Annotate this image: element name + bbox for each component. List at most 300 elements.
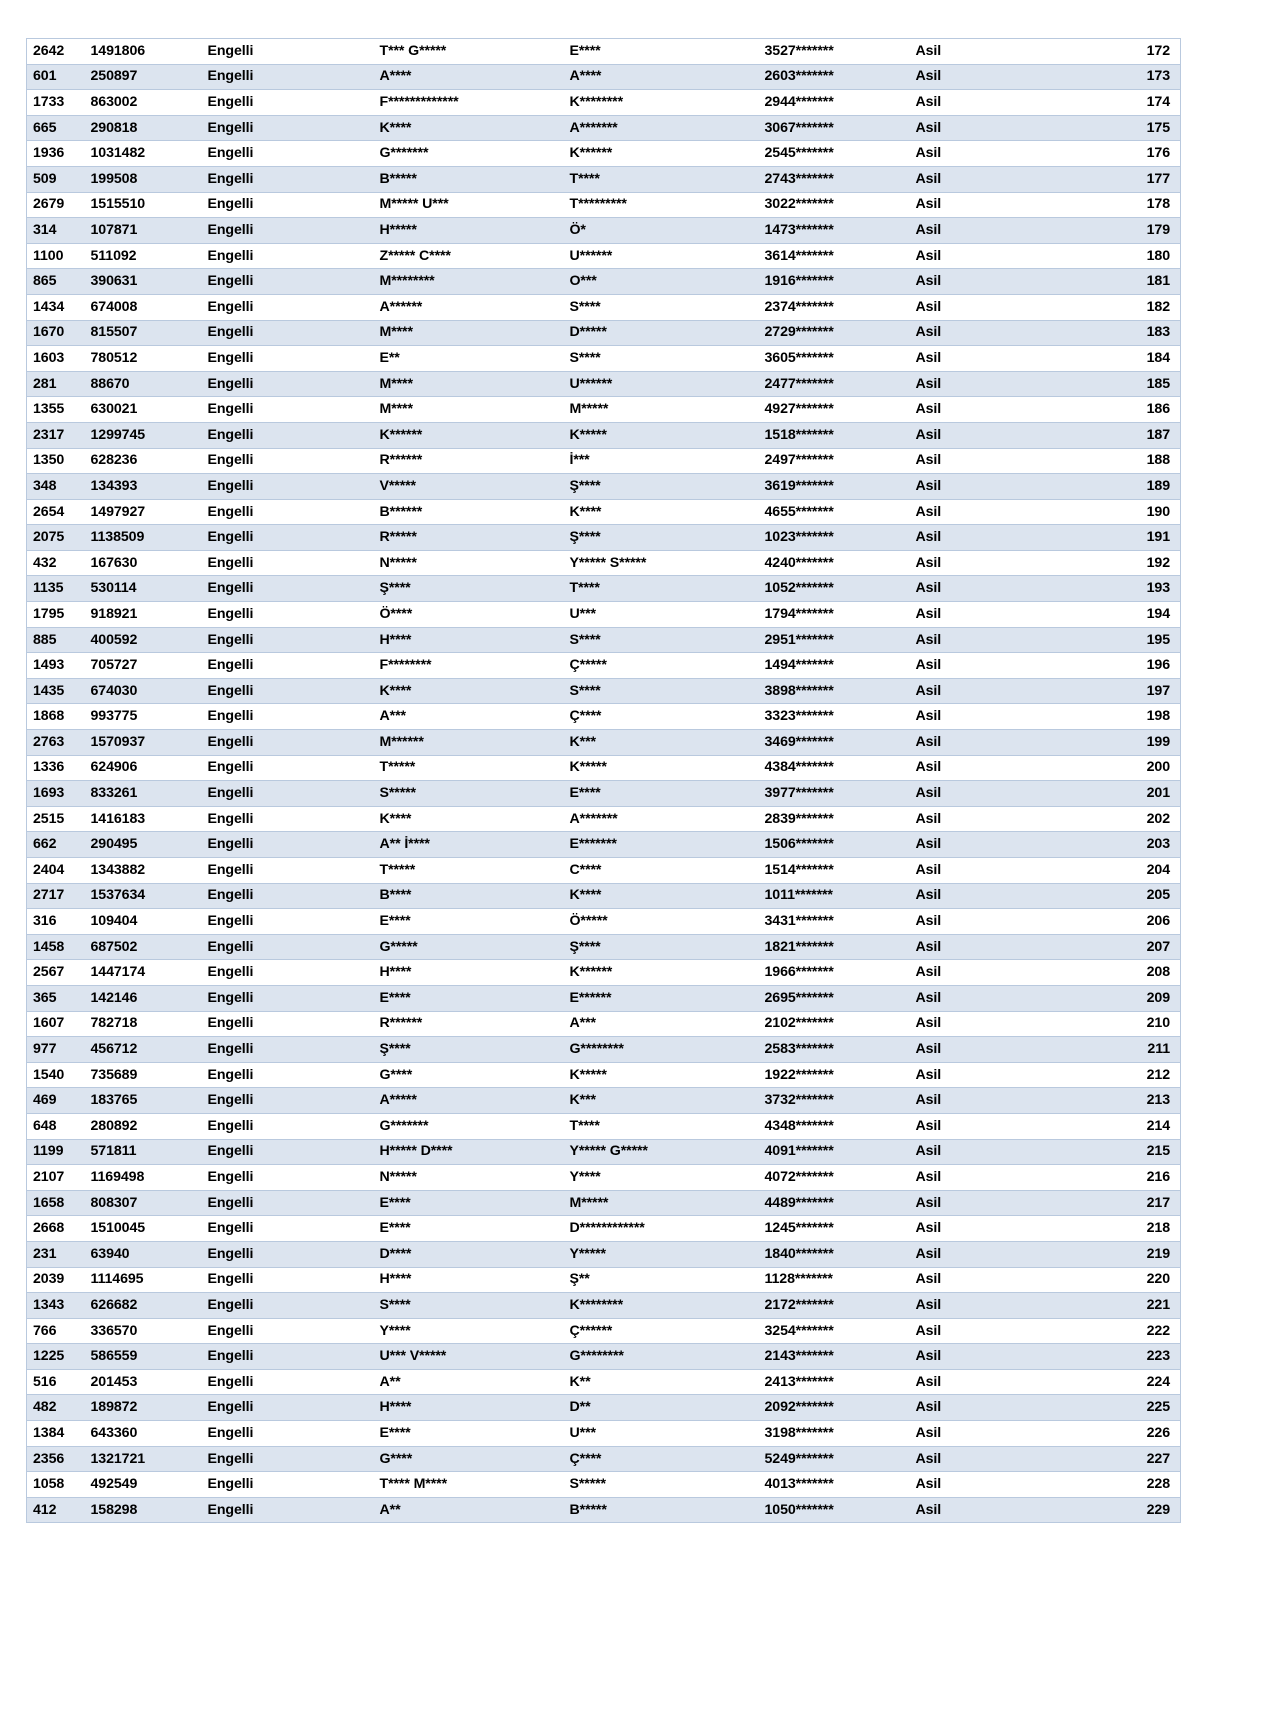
soyad-column-cell: Y***** (567, 1241, 762, 1267)
table-row[interactable] (27, 806, 1181, 832)
ad-column-cell: E**** (377, 1216, 567, 1242)
table-row[interactable] (27, 1011, 1181, 1037)
soyad-column-cell: T**** (567, 1113, 762, 1139)
soyad-column-cell: G******** (567, 1344, 762, 1370)
telefon-column-cell: 2839******* (762, 806, 912, 832)
table-row[interactable] (27, 909, 1181, 935)
sira-no-column-cell: 1434 (27, 294, 87, 320)
ad-column-cell: M***** U*** (377, 192, 567, 218)
table-row[interactable] (27, 1421, 1181, 1447)
tip-column-cell: Asil (912, 1421, 1052, 1447)
table-row[interactable] (27, 781, 1181, 807)
table-row[interactable] (27, 166, 1181, 192)
table-row[interactable] (27, 243, 1181, 269)
table-row[interactable] (27, 1139, 1181, 1165)
ad-column-cell: Ş**** (377, 1037, 567, 1063)
table-row[interactable] (27, 192, 1181, 218)
tip-column-cell: Asil (912, 730, 1052, 756)
sira-no-column-cell: 1435 (27, 678, 87, 704)
kimlik-no-column-cell: 1416183 (87, 806, 202, 832)
sira-no-column-cell: 2567 (27, 960, 87, 986)
table-row[interactable] (27, 1344, 1181, 1370)
durum-column-cell: Engelli (202, 1472, 377, 1498)
tip-column-cell: Asil (912, 320, 1052, 346)
kimlik-no-column-cell: 863002 (87, 90, 202, 116)
table-row[interactable] (27, 678, 1181, 704)
durum-column-cell: Engelli (202, 653, 377, 679)
table-row[interactable] (27, 269, 1181, 295)
kimlik-no-column-cell: 199508 (87, 166, 202, 192)
tip-column-cell: Asil (912, 576, 1052, 602)
durum-column-cell: Engelli (202, 397, 377, 423)
kimlik-no-column-cell: 1343882 (87, 858, 202, 884)
soyad-column-cell: Y***** S***** (567, 550, 762, 576)
kimlik-no-column-cell: 183765 (87, 1088, 202, 1114)
kimlik-no-column-cell: 1031482 (87, 141, 202, 167)
siralama-column-cell: 183 (1052, 320, 1181, 346)
tip-column-cell: Asil (912, 1088, 1052, 1114)
telefon-column-cell: 2477******* (762, 371, 912, 397)
kimlik-no-column-cell: 290818 (87, 115, 202, 141)
siralama-column-cell: 203 (1052, 832, 1181, 858)
ad-column-cell: E**** (377, 909, 567, 935)
kimlik-no-column-cell: 628236 (87, 448, 202, 474)
telefon-column-cell: 1494******* (762, 653, 912, 679)
table-row[interactable] (27, 1062, 1181, 1088)
kimlik-no-column-cell: 107871 (87, 218, 202, 244)
table-row[interactable] (27, 883, 1181, 909)
siralama-column-cell: 194 (1052, 602, 1181, 628)
kimlik-no-column-cell: 808307 (87, 1190, 202, 1216)
table-row[interactable] (27, 294, 1181, 320)
soyad-column-cell: G******** (567, 1037, 762, 1063)
sira-no-column-cell: 1607 (27, 1011, 87, 1037)
siralama-column-cell: 176 (1052, 141, 1181, 167)
siralama-column-cell: 208 (1052, 960, 1181, 986)
durum-column-cell: Engelli (202, 1037, 377, 1063)
kimlik-no-column-cell: 1497927 (87, 499, 202, 525)
durum-column-cell: Engelli (202, 627, 377, 653)
table-row[interactable] (27, 576, 1181, 602)
table-row[interactable] (27, 64, 1181, 90)
durum-column-cell: Engelli (202, 499, 377, 525)
sira-no-column-cell: 1336 (27, 755, 87, 781)
siralama-column-cell: 192 (1052, 550, 1181, 576)
telefon-column-cell: 3977******* (762, 781, 912, 807)
ad-column-cell: V***** (377, 474, 567, 500)
sira-no-column-cell: 412 (27, 1497, 87, 1523)
siralama-column-cell: 226 (1052, 1421, 1181, 1447)
soyad-column-cell: K*** (567, 730, 762, 756)
ad-column-cell: F******** (377, 653, 567, 679)
tip-column-cell: Asil (912, 192, 1052, 218)
kimlik-no-column-cell: 586559 (87, 1344, 202, 1370)
ad-column-cell: R***** (377, 525, 567, 551)
table-row[interactable] (27, 320, 1181, 346)
ad-column-cell: M**** (377, 397, 567, 423)
siralama-column-cell: 199 (1052, 730, 1181, 756)
sira-no-column-cell: 2039 (27, 1267, 87, 1293)
sira-no-column-cell: 2763 (27, 730, 87, 756)
durum-column-cell: Engelli (202, 294, 377, 320)
sira-no-column-cell: 662 (27, 832, 87, 858)
soyad-column-cell: Ö* (567, 218, 762, 244)
table-row[interactable] (27, 1369, 1181, 1395)
telefon-column-cell: 1922******* (762, 1062, 912, 1088)
kimlik-no-column-cell: 624906 (87, 755, 202, 781)
tip-column-cell: Asil (912, 294, 1052, 320)
soyad-column-cell: E**** (567, 39, 762, 65)
durum-column-cell: Engelli (202, 704, 377, 730)
telefon-column-cell: 1023******* (762, 525, 912, 551)
telefon-column-cell: 3898******* (762, 678, 912, 704)
tip-column-cell: Asil (912, 1497, 1052, 1523)
siralama-column-cell: 220 (1052, 1267, 1181, 1293)
siralama-column-cell: 207 (1052, 934, 1181, 960)
soyad-column-cell: S**** (567, 294, 762, 320)
table-row[interactable] (27, 985, 1181, 1011)
table-row[interactable] (27, 960, 1181, 986)
siralama-column-cell: 198 (1052, 704, 1181, 730)
table-row[interactable] (27, 755, 1181, 781)
tip-column-cell: Asil (912, 985, 1052, 1011)
kimlik-no-column-cell: 780512 (87, 346, 202, 372)
table-row[interactable] (27, 704, 1181, 730)
siralama-column-cell: 210 (1052, 1011, 1181, 1037)
table-row[interactable] (27, 218, 1181, 244)
soyad-column-cell: O*** (567, 269, 762, 295)
kimlik-no-column-cell: 1515510 (87, 192, 202, 218)
table-row[interactable] (27, 1113, 1181, 1139)
sira-no-column-cell: 1658 (27, 1190, 87, 1216)
sira-no-column-cell: 1540 (27, 1062, 87, 1088)
soyad-column-cell: S**** (567, 678, 762, 704)
telefon-column-cell: 2172******* (762, 1293, 912, 1319)
ad-column-cell: G**** (377, 1446, 567, 1472)
kimlik-no-column-cell: 1537634 (87, 883, 202, 909)
table-row[interactable] (27, 934, 1181, 960)
kimlik-no-column-cell: 290495 (87, 832, 202, 858)
durum-column-cell: Engelli (202, 985, 377, 1011)
tip-column-cell: Asil (912, 422, 1052, 448)
telefon-column-cell: 3022******* (762, 192, 912, 218)
soyad-column-cell: Ş**** (567, 474, 762, 500)
kimlik-no-column-cell: 1138509 (87, 525, 202, 551)
durum-column-cell: Engelli (202, 960, 377, 986)
table-row[interactable] (27, 1472, 1181, 1498)
sira-no-column-cell: 865 (27, 269, 87, 295)
table-row[interactable] (27, 627, 1181, 653)
siralama-column-cell: 180 (1052, 243, 1181, 269)
sira-no-column-cell: 648 (27, 1113, 87, 1139)
table-row[interactable] (27, 422, 1181, 448)
sira-no-column-cell: 1199 (27, 1139, 87, 1165)
table-row[interactable] (27, 371, 1181, 397)
telefon-column-cell: 3198******* (762, 1421, 912, 1447)
ad-column-cell: Ö**** (377, 602, 567, 628)
ad-column-cell: E** (377, 346, 567, 372)
ad-column-cell: S***** (377, 781, 567, 807)
durum-column-cell: Engelli (202, 1395, 377, 1421)
ad-column-cell: A** (377, 1369, 567, 1395)
kimlik-no-column-cell: 815507 (87, 320, 202, 346)
ad-column-cell: Z***** C**** (377, 243, 567, 269)
sira-no-column-cell: 1135 (27, 576, 87, 602)
sira-no-column-cell: 2668 (27, 1216, 87, 1242)
kimlik-no-column-cell: 1299745 (87, 422, 202, 448)
durum-column-cell: Engelli (202, 1190, 377, 1216)
kimlik-no-column-cell: 167630 (87, 550, 202, 576)
sira-no-column-cell: 365 (27, 985, 87, 1011)
tip-column-cell: Asil (912, 39, 1052, 65)
telefon-column-cell: 1050******* (762, 1497, 912, 1523)
kimlik-no-column-cell: 993775 (87, 704, 202, 730)
kimlik-no-column-cell: 1447174 (87, 960, 202, 986)
telefon-column-cell: 1518******* (762, 422, 912, 448)
siralama-column-cell: 225 (1052, 1395, 1181, 1421)
sira-no-column-cell: 1795 (27, 602, 87, 628)
soyad-column-cell: T**** (567, 166, 762, 192)
telefon-column-cell: 1794******* (762, 602, 912, 628)
tip-column-cell: Asil (912, 1472, 1052, 1498)
telefon-column-cell: 3732******* (762, 1088, 912, 1114)
table-row[interactable] (27, 1241, 1181, 1267)
siralama-column-cell: 174 (1052, 90, 1181, 116)
telefon-column-cell: 3067******* (762, 115, 912, 141)
table-row[interactable] (27, 397, 1181, 423)
tip-column-cell: Asil (912, 346, 1052, 372)
tip-column-cell: Asil (912, 525, 1052, 551)
tip-column-cell: Asil (912, 269, 1052, 295)
telefon-column-cell: 2743******* (762, 166, 912, 192)
soyad-column-cell: Ş** (567, 1267, 762, 1293)
siralama-column-cell: 214 (1052, 1113, 1181, 1139)
kimlik-no-column-cell: 918921 (87, 602, 202, 628)
tip-column-cell: Asil (912, 64, 1052, 90)
soyad-column-cell: U****** (567, 243, 762, 269)
kimlik-no-column-cell: 1114695 (87, 1267, 202, 1293)
siralama-column-cell: 219 (1052, 1241, 1181, 1267)
table-row[interactable] (27, 653, 1181, 679)
table-row[interactable] (27, 141, 1181, 167)
table-row[interactable] (27, 1446, 1181, 1472)
sira-no-column-cell: 1868 (27, 704, 87, 730)
soyad-column-cell: İ*** (567, 448, 762, 474)
tip-column-cell: Asil (912, 858, 1052, 884)
table-row[interactable] (27, 832, 1181, 858)
durum-column-cell: Engelli (202, 755, 377, 781)
durum-column-cell: Engelli (202, 858, 377, 884)
telefon-column-cell: 1840******* (762, 1241, 912, 1267)
ad-column-cell: B***** (377, 166, 567, 192)
siralama-column-cell: 177 (1052, 166, 1181, 192)
ad-column-cell: E**** (377, 1421, 567, 1447)
telefon-column-cell: 4927******* (762, 397, 912, 423)
durum-column-cell: Engelli (202, 218, 377, 244)
durum-column-cell: Engelli (202, 1062, 377, 1088)
table-row[interactable] (27, 1037, 1181, 1063)
soyad-column-cell: K***** (567, 422, 762, 448)
soyad-column-cell: D************ (567, 1216, 762, 1242)
kimlik-no-column-cell: 109404 (87, 909, 202, 935)
tip-column-cell: Asil (912, 1062, 1052, 1088)
siralama-column-cell: 184 (1052, 346, 1181, 372)
table-row[interactable] (27, 1318, 1181, 1344)
ad-column-cell: T*** G***** (377, 39, 567, 65)
table-row[interactable] (27, 1190, 1181, 1216)
soyad-column-cell: Ç****** (567, 1318, 762, 1344)
kimlik-no-column-cell: 705727 (87, 653, 202, 679)
telefon-column-cell: 2944******* (762, 90, 912, 116)
table-row[interactable] (27, 602, 1181, 628)
ad-column-cell: A****** (377, 294, 567, 320)
kimlik-no-column-cell: 674030 (87, 678, 202, 704)
durum-column-cell: Engelli (202, 1446, 377, 1472)
telefon-column-cell: 3605******* (762, 346, 912, 372)
kimlik-no-column-cell: 1169498 (87, 1165, 202, 1191)
soyad-column-cell: Ç**** (567, 704, 762, 730)
soyad-column-cell: K***** (567, 1062, 762, 1088)
telefon-column-cell: 4489******* (762, 1190, 912, 1216)
tip-column-cell: Asil (912, 1165, 1052, 1191)
soyad-column-cell: A******* (567, 115, 762, 141)
table-row[interactable] (27, 346, 1181, 372)
telefon-column-cell: 3619******* (762, 474, 912, 500)
sira-no-column-cell: 1603 (27, 346, 87, 372)
kimlik-no-column-cell: 571811 (87, 1139, 202, 1165)
sira-no-column-cell: 977 (27, 1037, 87, 1063)
kimlik-no-column-cell: 687502 (87, 934, 202, 960)
ad-column-cell: M**** (377, 371, 567, 397)
ad-column-cell: A*** (377, 704, 567, 730)
table-row[interactable] (27, 115, 1181, 141)
durum-column-cell: Engelli (202, 909, 377, 935)
kimlik-no-column-cell: 630021 (87, 397, 202, 423)
siralama-column-cell: 211 (1052, 1037, 1181, 1063)
table-row[interactable] (27, 448, 1181, 474)
table-row[interactable] (27, 1216, 1181, 1242)
sira-no-column-cell: 2107 (27, 1165, 87, 1191)
telefon-column-cell: 1473******* (762, 218, 912, 244)
durum-column-cell: Engelli (202, 1369, 377, 1395)
soyad-column-cell: Ç**** (567, 1446, 762, 1472)
soyad-column-cell: U*** (567, 1421, 762, 1447)
tip-column-cell: Asil (912, 448, 1052, 474)
table-row[interactable] (27, 550, 1181, 576)
soyad-column-cell: K**** (567, 499, 762, 525)
durum-column-cell: Engelli (202, 1139, 377, 1165)
soyad-column-cell: Ş**** (567, 934, 762, 960)
durum-column-cell: Engelli (202, 1011, 377, 1037)
table-row[interactable] (27, 90, 1181, 116)
sira-no-column-cell: 314 (27, 218, 87, 244)
soyad-column-cell: Ö***** (567, 909, 762, 935)
durum-column-cell: Engelli (202, 192, 377, 218)
siralama-column-cell: 204 (1052, 858, 1181, 884)
telefon-column-cell: 4013******* (762, 1472, 912, 1498)
durum-column-cell: Engelli (202, 806, 377, 832)
table-row[interactable] (27, 1395, 1181, 1421)
siralama-column-cell: 224 (1052, 1369, 1181, 1395)
durum-column-cell: Engelli (202, 1241, 377, 1267)
table-row[interactable] (27, 474, 1181, 500)
durum-column-cell: Engelli (202, 1497, 377, 1523)
durum-column-cell: Engelli (202, 39, 377, 65)
table-row[interactable] (27, 730, 1181, 756)
durum-column-cell: Engelli (202, 320, 377, 346)
table-row[interactable] (27, 1088, 1181, 1114)
durum-column-cell: Engelli (202, 141, 377, 167)
sira-no-column-cell: 316 (27, 909, 87, 935)
sira-no-column-cell: 1350 (27, 448, 87, 474)
soyad-column-cell: A******* (567, 806, 762, 832)
ad-column-cell: H***** (377, 218, 567, 244)
siralama-column-cell: 202 (1052, 806, 1181, 832)
table-row[interactable] (27, 1267, 1181, 1293)
ad-column-cell: U*** V***** (377, 1344, 567, 1370)
sira-no-column-cell: 2515 (27, 806, 87, 832)
siralama-column-cell: 186 (1052, 397, 1181, 423)
siralama-column-cell: 193 (1052, 576, 1181, 602)
soyad-column-cell: E******* (567, 832, 762, 858)
sira-no-column-cell: 482 (27, 1395, 87, 1421)
soyad-column-cell: S**** (567, 627, 762, 653)
sira-no-column-cell: 516 (27, 1369, 87, 1395)
table-row[interactable] (27, 1165, 1181, 1191)
kimlik-no-column-cell: 142146 (87, 985, 202, 1011)
telefon-column-cell: 4091******* (762, 1139, 912, 1165)
kimlik-no-column-cell: 390631 (87, 269, 202, 295)
siralama-column-cell: 196 (1052, 653, 1181, 679)
ad-column-cell: K**** (377, 115, 567, 141)
sira-no-column-cell: 2075 (27, 525, 87, 551)
table-row[interactable] (27, 499, 1181, 525)
siralama-column-cell: 215 (1052, 1139, 1181, 1165)
siralama-column-cell: 190 (1052, 499, 1181, 525)
kimlik-no-column-cell: 63940 (87, 1241, 202, 1267)
tip-column-cell: Asil (912, 1293, 1052, 1319)
siralama-column-cell: 185 (1052, 371, 1181, 397)
table-row[interactable] (27, 858, 1181, 884)
soyad-column-cell: K***** (567, 755, 762, 781)
siralama-column-cell: 172 (1052, 39, 1181, 65)
table-row[interactable] (27, 1497, 1181, 1523)
table-row[interactable] (27, 1293, 1181, 1319)
tip-column-cell: Asil (912, 627, 1052, 653)
soyad-column-cell: D** (567, 1395, 762, 1421)
soyad-column-cell: S***** (567, 1472, 762, 1498)
durum-column-cell: Engelli (202, 243, 377, 269)
tip-column-cell: Asil (912, 909, 1052, 935)
kimlik-no-column-cell: 456712 (87, 1037, 202, 1063)
soyad-column-cell: Ş**** (567, 525, 762, 551)
kimlik-no-column-cell: 158298 (87, 1497, 202, 1523)
soyad-column-cell: Ç***** (567, 653, 762, 679)
table-row[interactable] (27, 525, 1181, 551)
tip-column-cell: Asil (912, 115, 1052, 141)
tip-column-cell: Asil (912, 1216, 1052, 1242)
siralama-column-cell: 191 (1052, 525, 1181, 551)
soyad-column-cell: M***** (567, 1190, 762, 1216)
durum-column-cell: Engelli (202, 1318, 377, 1344)
kimlik-no-column-cell: 250897 (87, 64, 202, 90)
durum-column-cell: Engelli (202, 1267, 377, 1293)
ad-column-cell: E**** (377, 985, 567, 1011)
siralama-column-cell: 188 (1052, 448, 1181, 474)
table-row[interactable] (27, 39, 1181, 65)
telefon-column-cell: 4384******* (762, 755, 912, 781)
ad-column-cell: Ş**** (377, 576, 567, 602)
